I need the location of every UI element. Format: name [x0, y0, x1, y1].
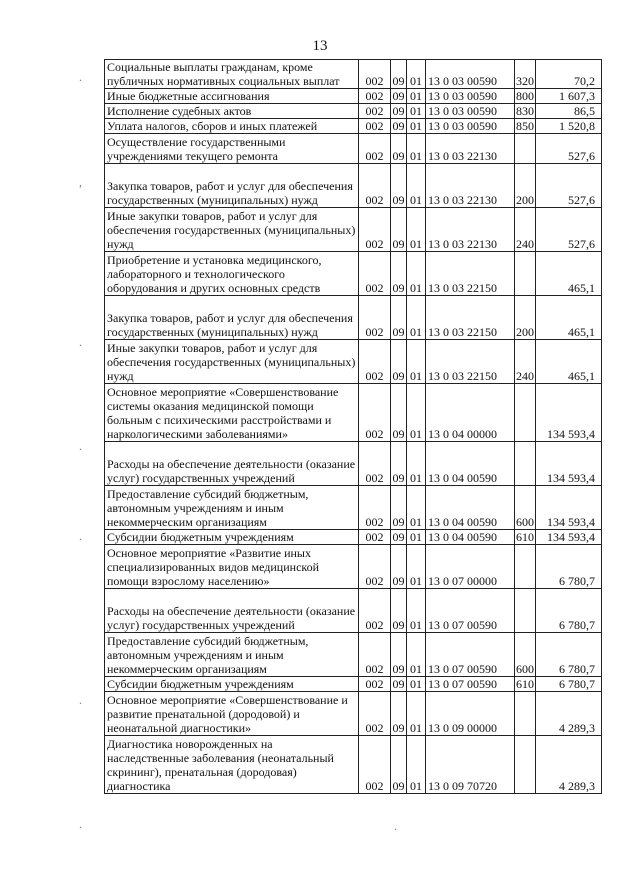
- cell-name: Расходы на обеспечение деятельности (оказание услуг) государственных учреждений: [105, 442, 359, 486]
- cell-name: Приобретение и установка медицинского, лабораторного и технологического оборудования и других основных средств: [105, 252, 359, 296]
- cell-csr: 13 0 07 00590: [426, 677, 515, 692]
- cell-glv: 002: [359, 104, 391, 119]
- cell-sum: 1 607,3: [536, 89, 602, 104]
- cell-csr: 13 0 03 00590: [426, 119, 515, 134]
- margin-mark: .: [79, 335, 82, 349]
- cell-vr: [515, 692, 536, 736]
- cell-csr: 13 0 07 00590: [426, 589, 515, 633]
- cell-csr: 13 0 03 00590: [426, 60, 515, 89]
- cell-name: Иные закупки товаров, работ и услуг для обеспечения государственных (муниципальных) нужд: [105, 340, 359, 384]
- cell-vr: 320: [515, 60, 536, 89]
- cell-pr: 01: [407, 104, 426, 119]
- cell-glv: 002: [359, 296, 391, 340]
- table-row: [105, 104, 602, 119]
- cell-name: Расходы на обеспечение деятельности (оказание услуг) государственных учреждений: [105, 589, 359, 633]
- cell-name: Основное мероприятие «Совершенствование системы оказания медицинской помощи больным с психическими расстройствами и наркологическими заболеваниями»: [105, 384, 359, 442]
- cell-pr: 01: [407, 89, 426, 104]
- cell-pr: 01: [407, 296, 426, 340]
- cell-csr: 13 0 03 22150: [426, 340, 515, 384]
- cell-sum: 134 593,4: [536, 530, 602, 545]
- cell-pr: 01: [407, 164, 426, 208]
- cell-vr: 240: [515, 208, 536, 252]
- table-row: [105, 60, 602, 89]
- cell-sum: 1 520,8: [536, 119, 602, 134]
- cell-vr: [515, 442, 536, 486]
- cell-pr: 01: [407, 340, 426, 384]
- cell-rz: 09: [391, 340, 407, 384]
- cell-csr: 13 0 04 00590: [426, 530, 515, 545]
- cell-name: Предоставление субсидий бюджетным, автономным учреждениям и иным некоммерческим организациям: [105, 633, 359, 677]
- cell-rz: 09: [392, 104, 405, 118]
- cell-csr: 13 0 04 00590: [426, 486, 515, 530]
- cell-vr: [515, 134, 536, 164]
- cell-name: Закупка товаров, работ и услуг для обеспечения государственных (муниципальных) нужд: [105, 164, 359, 208]
- cell-pr: 01: [407, 134, 426, 164]
- page-number: 13: [312, 38, 328, 54]
- cell-sum: 6 780,7: [536, 633, 602, 677]
- table-row: [105, 692, 602, 736]
- cell-pr: 01: [407, 692, 426, 736]
- cell-pr: 01: [407, 677, 426, 692]
- cell-rz: 09: [391, 384, 407, 442]
- cell-csr: 13 0 03 22130: [426, 208, 515, 252]
- margin-mark: .: [79, 817, 82, 831]
- table-row: [105, 545, 602, 589]
- cell-glv: 002: [359, 677, 391, 692]
- cell-csr: 13 0 03 22130: [426, 134, 515, 164]
- cell-sum: 134 593,4: [536, 486, 602, 530]
- cell-csr: 13 0 03 00590: [426, 104, 515, 119]
- table-row: [105, 486, 602, 530]
- cell-glv: 002: [359, 633, 391, 677]
- cell-vr: 240: [515, 340, 536, 384]
- cell-vr: 610: [516, 530, 534, 544]
- cell-vr: 200: [515, 296, 536, 340]
- table-row: [105, 589, 602, 633]
- cell-pr: 01: [407, 486, 426, 530]
- cell-sum: 4 289,3: [536, 736, 602, 794]
- cell-rz: 09: [392, 530, 405, 544]
- cell-sum: 465,1: [536, 340, 602, 384]
- cell-csr: 13 0 04 00000: [426, 384, 515, 442]
- cell-vr: 600: [515, 486, 536, 530]
- margin-mark: .: [79, 529, 82, 543]
- cell-glv: 002: [359, 89, 391, 104]
- cell-pr: 01: [407, 736, 426, 794]
- margin-mark: ,: [79, 175, 82, 189]
- cell-name: Иные бюджетные ассигнования: [105, 89, 359, 104]
- cell-pr: 01: [407, 384, 426, 442]
- cell-rz: 09: [391, 486, 407, 530]
- table-row: [105, 164, 602, 208]
- cell-vr: [515, 384, 536, 442]
- cell-vr: 200: [515, 164, 536, 208]
- cell-sum: 134 593,4: [536, 384, 602, 442]
- cell-pr: 01: [407, 545, 426, 589]
- cell-pr: 01: [407, 208, 426, 252]
- cell-name: Исполнение судебных актов: [105, 104, 359, 119]
- cell-sum: 465,1: [536, 252, 602, 296]
- cell-rz: 09: [391, 296, 407, 340]
- cell-glv: 002: [359, 442, 391, 486]
- cell-sum: 527,6: [536, 164, 602, 208]
- cell-name: Субсидии бюджетным учреждениям: [105, 677, 359, 692]
- cell-sum: 465,1: [536, 296, 602, 340]
- table-row: [105, 442, 602, 486]
- cell-vr: [515, 736, 536, 794]
- cell-pr: 01: [407, 633, 426, 677]
- table-row: [105, 89, 602, 104]
- cell-glv: 002: [359, 119, 391, 134]
- cell-csr: 13 0 03 22150: [426, 296, 515, 340]
- cell-rz: 09: [391, 208, 407, 252]
- cell-pr: 01: [407, 252, 426, 296]
- cell-name: Основное мероприятие «Совершенствование и развитие пренатальной (дородовой) и неонатальной диагностики»: [105, 692, 359, 736]
- cell-name: Социальные выплаты гражданам, кроме публичных нормативных социальных выплат: [105, 60, 359, 89]
- cell-name: Уплата налогов, сборов и иных платежей: [105, 119, 359, 134]
- cell-csr: 13 0 03 22130: [426, 164, 515, 208]
- cell-vr: 800: [516, 89, 534, 103]
- cell-glv: 002: [359, 134, 391, 164]
- cell-rz: 09: [391, 442, 407, 486]
- cell-sum: 527,6: [536, 134, 602, 164]
- cell-glv: 002: [359, 60, 391, 89]
- cell-csr: 13 0 04 00590: [426, 442, 515, 486]
- table-row: [105, 252, 602, 296]
- cell-pr: 01: [407, 589, 426, 633]
- cell-glv: 002: [359, 736, 391, 794]
- cell-sum: 527,6: [536, 208, 602, 252]
- cell-glv: 002: [359, 486, 391, 530]
- cell-rz: 09: [391, 60, 407, 89]
- table-row: [105, 134, 602, 164]
- cell-csr: 13 0 03 22150: [426, 252, 515, 296]
- cell-rz: 09: [391, 134, 407, 164]
- cell-sum: 134 593,4: [536, 442, 602, 486]
- table-row: [105, 119, 602, 134]
- cell-glv: 002: [359, 384, 391, 442]
- margin-mark: .: [79, 439, 82, 453]
- cell-sum: 70,2: [536, 60, 602, 89]
- table-row: [105, 677, 602, 692]
- budget-table: [104, 59, 602, 794]
- cell-vr: 830: [516, 104, 534, 118]
- cell-sum: 86,5: [536, 104, 602, 119]
- cell-name: Осуществление государственными учреждениями текущего ремонта: [105, 134, 359, 164]
- cell-rz: 09: [391, 252, 407, 296]
- cell-name: Предоставление субсидий бюджетным, автономным учреждениям и иным некоммерческим организациям: [105, 486, 359, 530]
- cell-rz: 09: [391, 736, 407, 794]
- cell-sum: 6 780,7: [536, 677, 602, 692]
- table-row: [105, 530, 602, 545]
- cell-csr: 13 0 07 00000: [426, 545, 515, 589]
- cell-glv: 002: [359, 208, 391, 252]
- cell-glv: 002: [359, 164, 391, 208]
- cell-vr: [515, 545, 536, 589]
- table-row: [105, 208, 602, 252]
- cell-sum: 6 780,7: [536, 545, 602, 589]
- cell-vr: [515, 252, 536, 296]
- cell-csr: 13 0 03 00590: [426, 89, 515, 104]
- margin-mark: .: [394, 819, 397, 833]
- cell-csr: 13 0 09 70720: [426, 736, 515, 794]
- cell-rz: 09: [392, 89, 405, 103]
- cell-rz: 09: [391, 692, 407, 736]
- cell-rz: 09: [391, 545, 407, 589]
- cell-pr: 01: [407, 442, 426, 486]
- cell-rz: 09: [391, 164, 407, 208]
- cell-glv: 002: [359, 692, 391, 736]
- cell-rz: 09: [391, 633, 407, 677]
- cell-name: Иные закупки товаров, работ и услуг для обеспечения государственных (муниципальных) нужд: [105, 208, 359, 252]
- cell-pr: 01: [407, 119, 426, 134]
- cell-name: Диагностика новорожденных на наследственные заболевания (неонатальный скрининг), пренатальная (дородовая) диагностика: [105, 736, 359, 794]
- table-row: [105, 633, 602, 677]
- cell-csr: 13 0 09 00000: [426, 692, 515, 736]
- cell-rz: 09: [392, 119, 405, 133]
- cell-csr: 13 0 07 00590: [426, 633, 515, 677]
- cell-pr: 01: [407, 60, 426, 89]
- table-row: [105, 384, 602, 442]
- cell-rz: 09: [392, 677, 405, 691]
- cell-glv: 002: [359, 589, 391, 633]
- table-row: [105, 340, 602, 384]
- cell-glv: 002: [359, 340, 391, 384]
- cell-rz: 09: [391, 589, 407, 633]
- cell-vr: 600: [515, 633, 536, 677]
- cell-name: Основное мероприятие «Развитие иных специализированных видов медицинской помощи взрослому населению»: [105, 545, 359, 589]
- cell-sum: 6 780,7: [536, 589, 602, 633]
- cell-glv: 002: [359, 252, 391, 296]
- table-row: [105, 296, 602, 340]
- cell-vr: 610: [516, 677, 534, 691]
- cell-vr: [515, 589, 536, 633]
- cell-glv: 002: [359, 545, 391, 589]
- cell-vr: 850: [516, 119, 534, 133]
- cell-glv: 002: [359, 530, 391, 545]
- margin-mark: .: [79, 70, 82, 84]
- cell-sum: 4 289,3: [536, 692, 602, 736]
- cell-pr: 01: [407, 530, 426, 545]
- cell-name: Закупка товаров, работ и услуг для обеспечения государственных (муниципальных) нужд: [105, 296, 359, 340]
- table-row: [105, 736, 602, 794]
- margin-mark: .: [79, 693, 82, 707]
- cell-name: Субсидии бюджетным учреждениям: [105, 530, 359, 545]
